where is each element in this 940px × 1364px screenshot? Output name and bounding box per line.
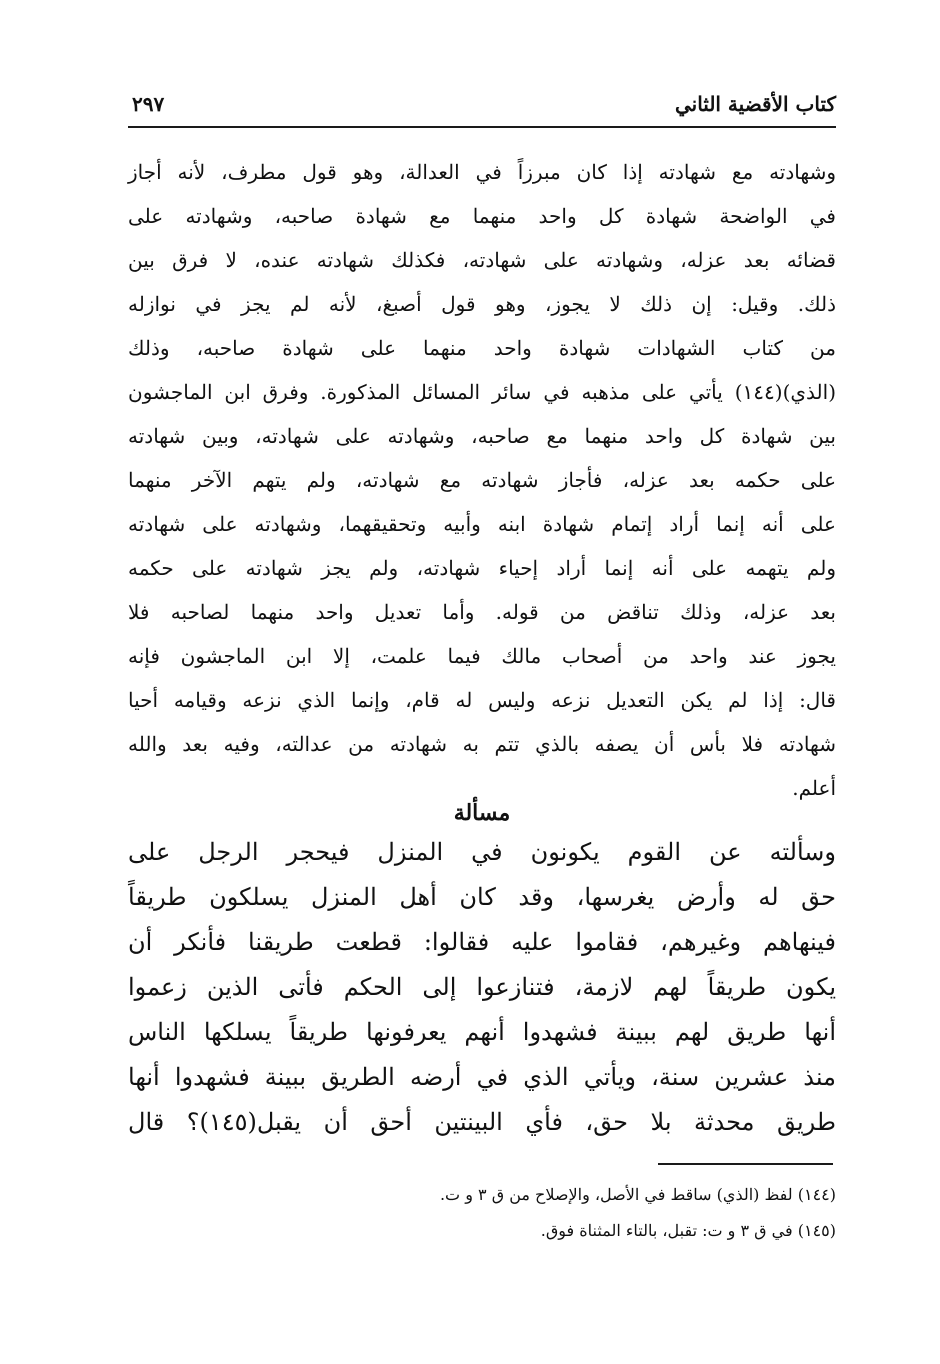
body-line: من كتاب الشهادات شهادة واحد منهما على شهادة صاحبه، وذلك (128, 336, 836, 360)
footnote: (١٤٤) لفظ (الذي) ساقط في الأصل، والإصلاح من ق ٣ و ت. (439, 1185, 836, 1204)
body-line: بعد عزله، وذلك تناقض من قوله. وأما تعديل واحد منهما لصاحبه فلا (128, 600, 837, 624)
body-line: أعلم. (792, 776, 836, 800)
page-number: ٢٩٧ (132, 92, 165, 116)
question-line: منذ عشرين سنة، ويأتي الذي في أرضه الطريق ببينة فشهدوا أنها (128, 1063, 836, 1091)
body-line: قال: إذا لم يكن التعديل نزعه وليس له قام، وإنما الذي نزعه وقيامه أحيا (128, 688, 836, 712)
body-line: ولم يتهمه على أنه إنما أراد إحياء شهادته، ولم يجز شهادته على حكمه (128, 556, 836, 580)
body-line: ذلك. وقيل: إن ذلك لا يجوز، وهو قول أصبغ، لأنه لم يجز في نوازله (128, 292, 836, 316)
body-line: قضائه بعد عزله، وشهادته على شهادته، فكذلك شهادته عنده، لا فرق بين (128, 248, 836, 272)
running-title: كتاب الأقضية الثاني (674, 92, 836, 116)
question-line: فينهاهم وغيرهم، فقاموا عليه فقالوا: قطعت طريقنا فأنكر أن (128, 928, 836, 956)
body-line: على حكمه بعد عزله، فأجاز شهادته مع شهادته، ولم يتهم الآخر منهما (128, 468, 836, 492)
body-line: على أنه إنما أراد إتمام شهادة ابنه وأبيه وتحقيقهما، وشهادته على شهادته (128, 512, 836, 536)
question-line: طريق محدثة بلا حق، فأي البينتين أحق أن يقبل(١٤٥)؟ قال (128, 1108, 837, 1136)
question-line: حق له وأرض يغرسها، وقد كان أهل المنزل يسلكون طريقاً (128, 883, 836, 911)
body-line: وشهادته مع شهادته إذا كان مبرزاً في العدالة، وهو قول مطرف، لأنه أجاز (128, 160, 836, 184)
section-heading: مسألة (453, 800, 511, 826)
body-line: في الواضحة شهادة كل واحد منهما مع شهادة صاحبه، وشهادته على (128, 204, 836, 228)
body-line: شهادته فلا بأس أن يصفه بالذي تتم به شهادته من عدالته، وفيه بعد والله (128, 732, 836, 756)
body-line: (الذي)(١٤٤) يأتي على مذهبه في سائر المسائل المذكورة. وفرق ابن الماجشون (128, 380, 836, 404)
question-line: وسألته عن القوم يكونون في المنزل فيحجر الرجل على (128, 838, 836, 866)
header-rule (128, 126, 836, 128)
body-line: بين شهادة كل واحد منهما مع صاحبه، وشهادته على شهادته، وبين شهادته (128, 424, 836, 448)
question-line: أنها طريق لهم ببينة فشهدوا أنهم يعرفونها طريقاً يسلكها الناس (128, 1018, 836, 1046)
footnote: (١٤٥) في ق ٣ و ت: تقبل، بالتاء المثناة فوق. (540, 1221, 836, 1240)
running-head (128, 90, 836, 124)
footnote-rule (658, 1163, 833, 1165)
question-line: يكون طريقاً لهم لازمة، فتنازعوا إلى الحكم فأتى الذين زعموا (128, 973, 836, 1001)
body-line: يجوز عند واحد من أصحاب مالك فيما علمت، إلا ابن الماجشون فإنه (128, 644, 836, 668)
